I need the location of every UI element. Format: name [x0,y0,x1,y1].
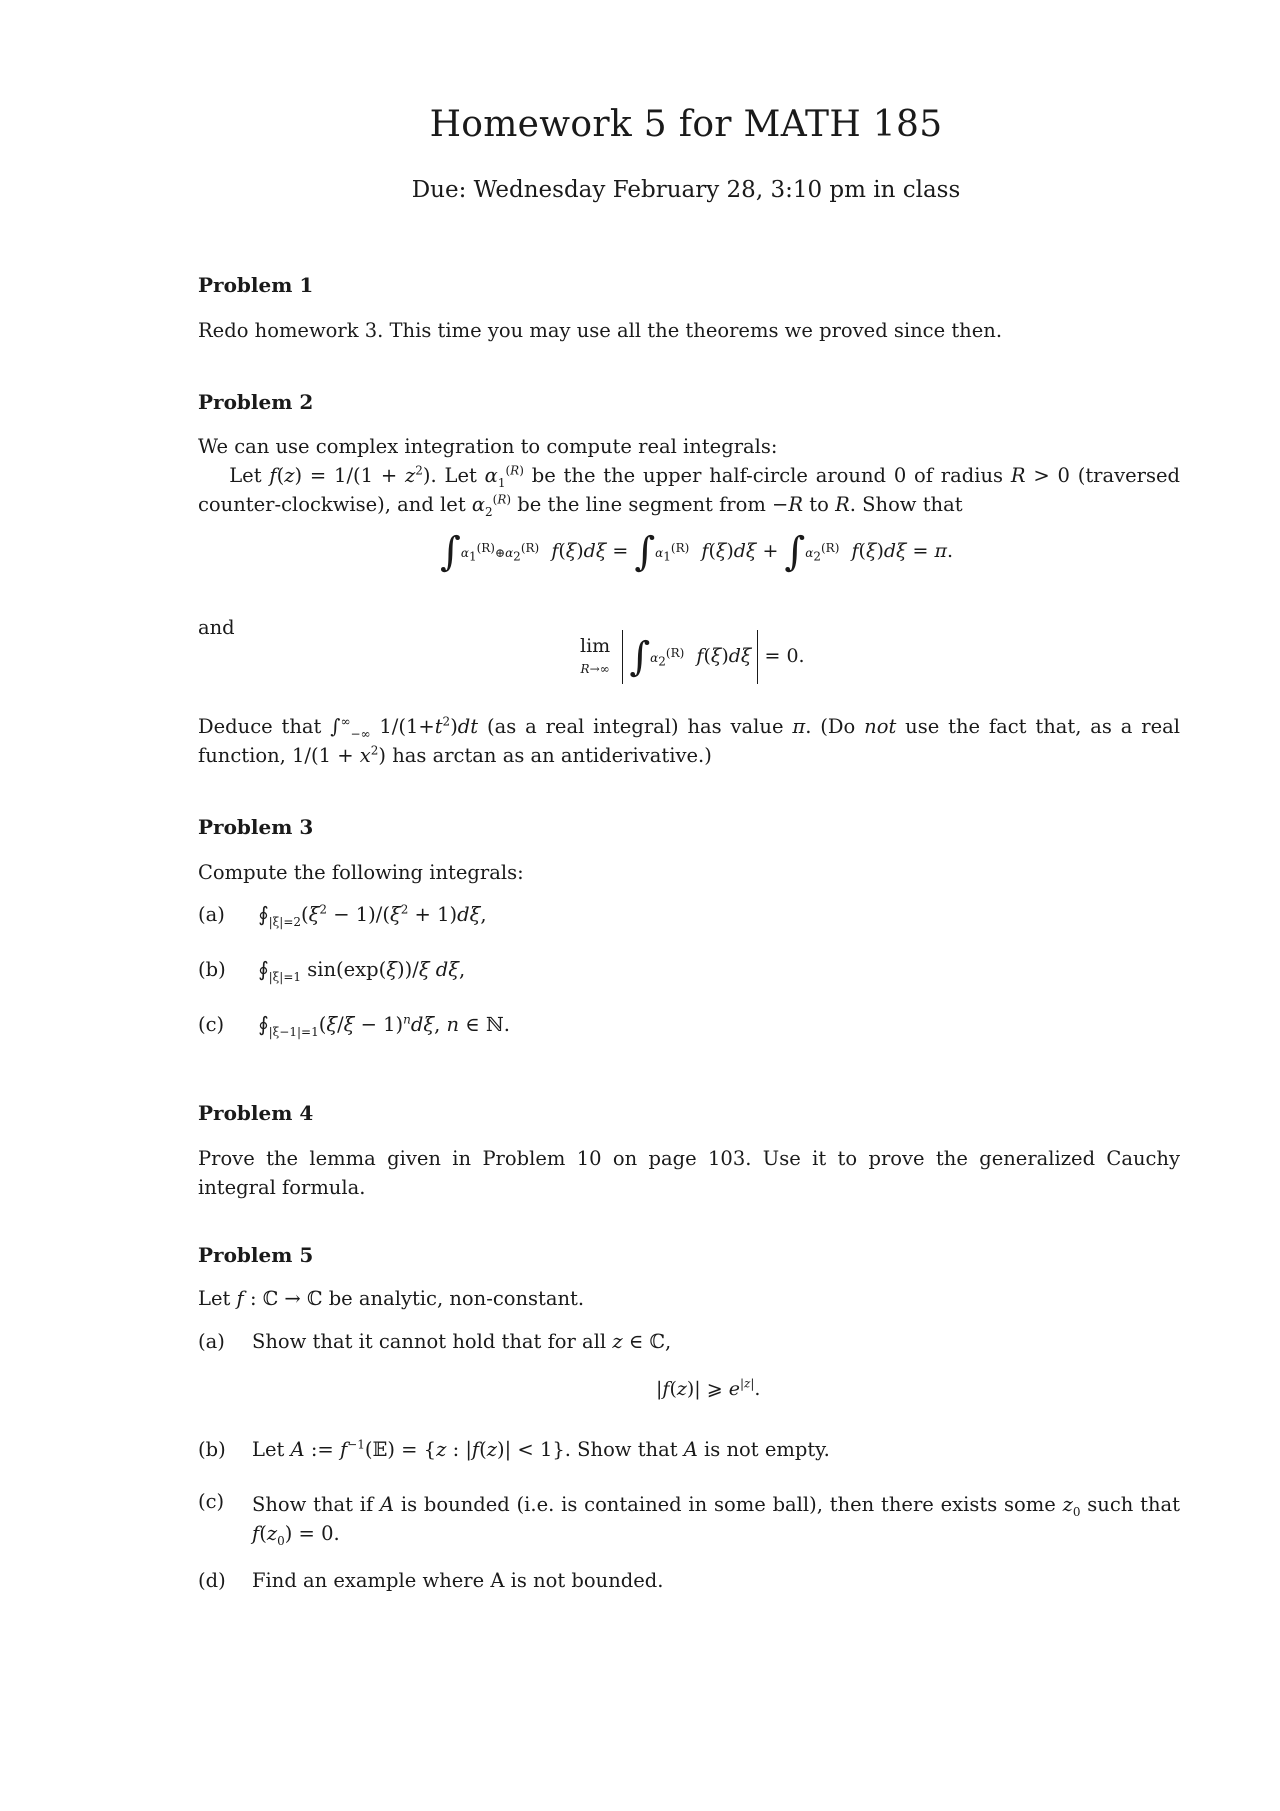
page-title: Homework 5 for MATH 185 [429,104,943,145]
problem-1-heading: Problem 1 [198,273,314,297]
problem-1-text: Redo homework 3. This time you may use all the theorems we proved since then. [198,319,1003,342]
problem-2-deduce: Deduce that $\int^\infty_{-\infty}$ $1/(1+t^2)dt$ (as a real integral) has value π. (Do not use the fact that, as a real function, $1/(1 + x^2)$ has arctan as an antiderivative.) [198,714,1181,767]
problem-2-setup: Let $f(z) = 1/(1 + z^2)$. Let $\alpha_1^{(R)}$ be the the upper half-circle around 0 of radius R > 0 (traversed counter-clockwise), and let $\alpha_2^{(R)}$ be the line segment from −R to R. Show that [198,463,1181,519]
problem-3-heading: Problem 3 [198,815,314,839]
item-label: (b) [198,958,226,981]
due-date: Due: Wednesday February 28, 3:10 pm in class [411,177,961,203]
problem-5-item-a: (a) Show that it cannot hold that for all z ∈ ℂ, [198,1330,672,1353]
problem-2-intro: We can use complex integration to compute real integrals: [198,435,778,458]
problem-4-heading: Problem 4 [198,1101,314,1125]
item-label: (a) [198,1330,225,1353]
item-label: (c) [198,1490,225,1513]
and-label: and [198,616,235,639]
problem-3-item-c: (c) $∮_{|\xi-1|=1}(\xi/\xi - 1)^nd\xi$, n ∈ ℕ. [198,1012,510,1039]
problem-5-intro: Let f : ℂ → ℂ be analytic, non-constant. [198,1287,585,1310]
contour-integral-equation: $\int\alpha_1^{(R)}\oplus\alpha_2^{(R)}$ $f(\xi)d\xi = \int\alpha_1^{(R)}$ $f(\xi)d\xi + \int\alpha_2^{(R)}$ f(ξ)dξ = π. [440,529,954,575]
exponential-inequality: |f(z)| ⩾ $e^{|z|}$. [656,1376,761,1400]
item-label: (b) [198,1438,226,1461]
problem-5-item-c: (c) Show that if A is bounded (i.e. is contained in some ball), then there exists some $z_0$ such that $f(z_0) = 0$. [198,1490,1180,1548]
problem-5-item-d [198,1569,663,1592]
item-label: (a) [198,903,225,926]
item-label: (d) [198,1569,226,1592]
problem-2-heading: Problem 2 [198,390,314,414]
limit-equation: lim R→∞ $\int\alpha_2^{(R)}$ f(ξ)dξ = 0. [580,630,805,684]
problem-3-item-a: (a) $∮_{|\xi|=2}(\xi^2 - 1)/(\xi^2 + 1)d\xi$, [198,902,487,929]
problem-4-text: Prove the lemma given in Problem 10 on page 103. Use it to prove the generalized Cauchy integral formula. [198,1147,1180,1199]
item-label: (c) [198,1013,225,1036]
problem-3-item-b: (b) $∮_{|\xi|=1}$ sin(exp(ξ))/ξ dξ, [198,957,466,984]
problem-5-item-b: (b) Let A := $f^{-1}(𝔼) = \{z$ : |f(z)| < 1}. Show that A is not empty. [198,1437,830,1461]
item-text: Find an example where A is not bounded. [252,1569,664,1592]
problem-3-intro: Compute the following integrals: [198,861,524,884]
problem-5-heading: Problem 5 [198,1243,314,1267]
